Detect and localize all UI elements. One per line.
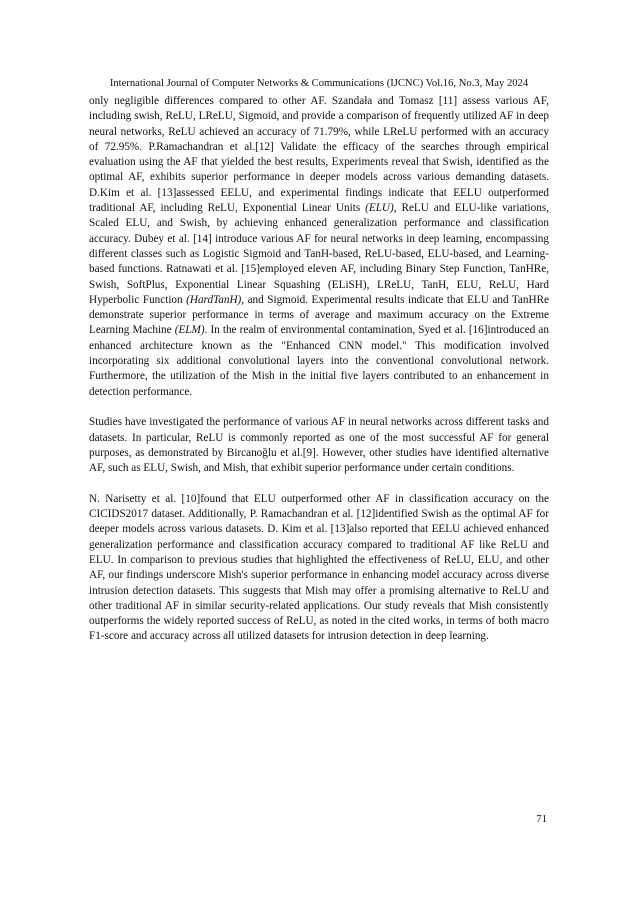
italic-abbrev: (ELU) [365, 202, 394, 215]
page-number: 71 [536, 814, 547, 825]
text-span: only negligible differences compared to other AF. Szandała and Tomasz [11] assess various AF, including swish, ReLU, LReLU, Sigmoid, and provide a comparison of frequently utilized AF in deep neural networks, ReLU achieved an accuracy of 71.79%, while LReLU performed with an accuracy of 72.95%. P.Ramachandran et al.[12] Validate the efficacy of the searches through empirical evaluation using the AF that yielded the best results, Experiments reveal that Swish, identified as the optimal AF, exhibits superior performance in deeper models across various demanding datasets. D.Kim et al. [13]assessed EELU, and experimental findings indicate that EELU outperformed traditional AF, including ReLU, Exponential Linear Units [89, 95, 549, 215]
italic-abbrev: (HardTanH) [186, 293, 242, 306]
text-span: Studies have investigated the performance of various AF in neural networks across different tasks and datasets. In particular, ReLU is commonly reported as one of the most successful AF for general purposes, as demonstrated by Bircanoğlu et al.[9]. However, other studies have identified alternative AF, such as ELU, Swish, and Mish, that exhibit superior performance under certain conditions. [89, 416, 549, 475]
text-span: . In the realm of environmental contamination, Syed et al. [16]introduced an enhanced architecture known as the "Enhanced CNN model." This modification involved incorporating six additional convolutional layers into the conventional convolutional network. Furthermore, the utilization of the Mish in the initial five layers contributed to an enhancement in detection performance. [89, 324, 549, 398]
body-text [89, 94, 549, 645]
paragraph-2 [89, 415, 549, 476]
running-header: International Journal of Computer Networks & Communications (IJCNC) Vol.16, No.3, May 2024 [109, 78, 529, 89]
text-span: , ReLU and ELU-like variations, Scaled ELU, and Swish, by achieving enhanced generalization performance and classification accuracy. Dubey et al. [14] introduce various AF for neural networks in deep learning, encompassing different classes such as Logistic Sigmoid and TanH-based, ReLU-based, ELU-based, and Learning-based functions. Ratnawati et al. [15]employed eleven AF, including Binary Step Function, TanHRe, Swish, SoftPlus, Exponential Linear Squashing (ELiSH), LReLU, TanH, ELU, ReLU, Hard Hyperbolic Function [89, 202, 550, 306]
paragraph-3 [89, 492, 549, 645]
text-span: , and Sigmoid. Experimental results indicate that ELU and TanHRe demonstrate superior performance in terms of average and maximum accuracy on the Extreme Learning Machine [89, 293, 549, 337]
text-span: N. Narisetty et al. [10]found that ELU outperformed other AF in classification accuracy on the CICIDS2017 dataset. Additionally, P. Ramachandran et al. [12]identified Swish as the optimal AF for deeper models across various datasets. D. Kim et al. [13]also reported that EELU achieved enhanced generalization performance and classification accuracy compared to traditional AF like ReLU and ELU. In comparison to previous studies that highlighted the effectiveness of ReLU, ELU, and other AF, our findings underscore Mish's superior performance in enhancing model accuracy across diverse intrusion detection datasets. This suggests that Mish may offer a promising alternative to ReLU and other traditional AF in similar security-related applications. Our study reveals that Mish consistently outperforms the widely reported success of ReLU, as noted in the cited works, in terms of both macro F1-score and accuracy across all utilized datasets for intrusion detection in deep learning. [89, 492, 549, 643]
paragraph-1 [89, 94, 549, 400]
italic-abbrev: (ELM) [174, 324, 205, 337]
